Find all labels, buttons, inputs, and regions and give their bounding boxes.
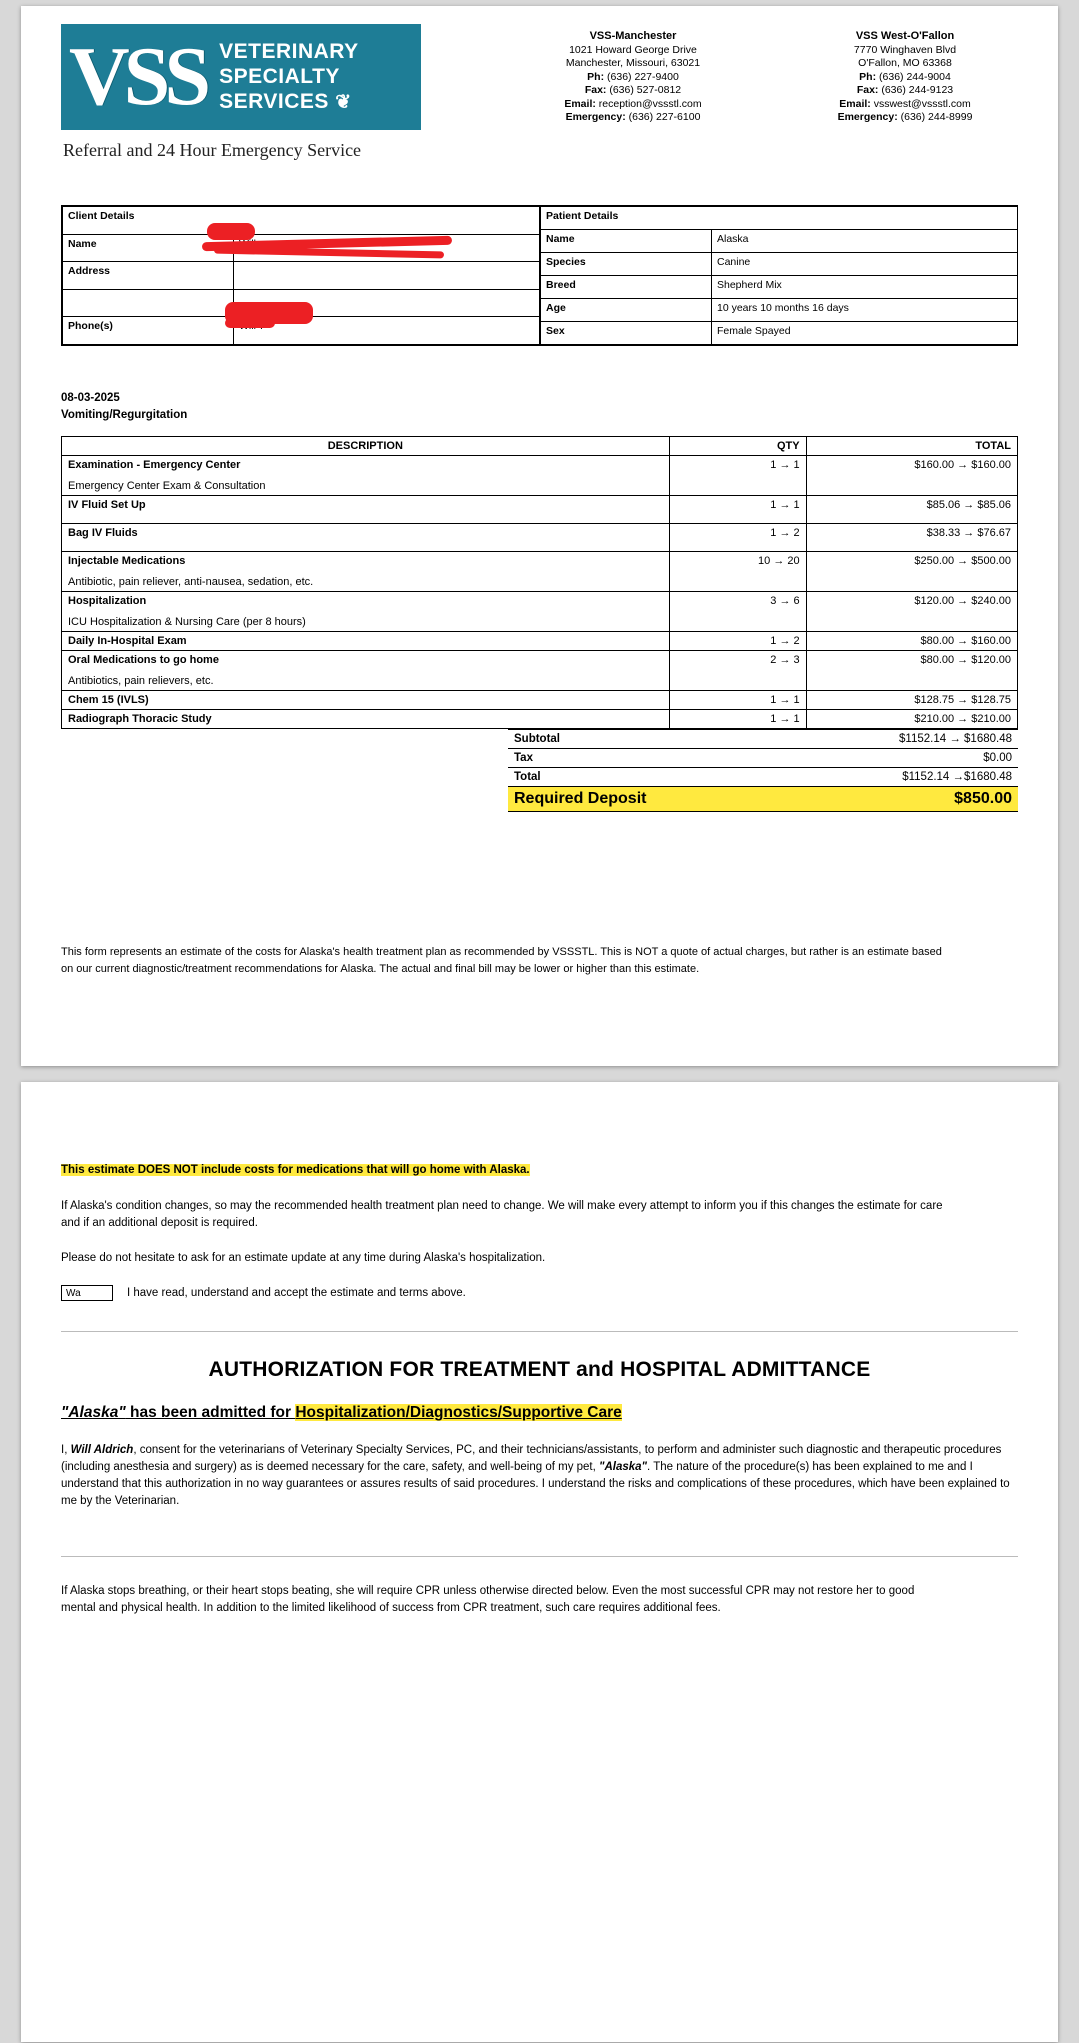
totals-row-deposit <box>508 787 1018 812</box>
location-address-2: Manchester, Missouri, 63021 <box>565 57 701 69</box>
email-value[interactable]: reception@vssstl.com <box>598 97 702 110</box>
consent-end: . The nature of the procedure(s) has been explained to me and I understand that this authorization in no way guarantees or assures results of said procedures. I understand the risks and complications of these procedures, which have been explained to me by the Veterinarian. <box>61 1461 1010 1507</box>
fax-label: Fax: <box>856 84 879 96</box>
redaction-mark-phone-2 <box>225 318 275 328</box>
email-label: Email: <box>564 97 596 110</box>
table-row <box>62 710 1018 729</box>
item-cell <box>62 710 670 729</box>
item-detail: Antibiotics, pain relievers, etc. <box>68 675 214 687</box>
location-name: VSS West-O'Fallon <box>855 30 955 42</box>
item-detail <box>68 511 663 520</box>
table-row <box>62 651 1018 691</box>
item-cell <box>62 552 670 592</box>
divider <box>61 1331 1018 1332</box>
patient-row-value: Shepherd Mix <box>712 276 1018 299</box>
item-qty: 1 → 2 <box>669 524 806 552</box>
location-name: VSS-Manchester <box>589 30 677 42</box>
client-row-label: Name <box>63 234 234 262</box>
item-name: Hospitalization <box>68 595 147 607</box>
location-address-1: 1021 Howard George Drive <box>569 43 697 56</box>
admission-line <box>61 1404 1018 1422</box>
totals-row-total <box>508 768 1018 787</box>
tax-value: $0.00 <box>781 749 1018 768</box>
patient-row-value: Alaska <box>712 230 1018 253</box>
consent-middle: , consent for the veterinarians of Veterinary Specialty Services, PC, and their technicians/assistants, to perform and administer such diagnostic and therapeutic procedures (including anesthesia and surgery) as is deemed necessary for the care, safety, and well-being of my pet, <box>61 1444 1002 1473</box>
emergency-label: Emergency: <box>837 111 898 123</box>
item-qty: 1 → 1 <box>669 691 806 710</box>
item-cell <box>62 456 670 496</box>
item-name: Radiograph Thoracic Study <box>68 713 212 725</box>
client-row-label: Address <box>63 262 234 290</box>
emergency-value: (636) 244-8999 <box>900 111 973 123</box>
item-name: Injectable Medications <box>68 555 186 567</box>
redaction-mark-name <box>207 223 255 240</box>
fax-value: (636) 527-0812 <box>609 84 682 96</box>
estimate-meta <box>61 390 1018 424</box>
item-cell <box>62 632 670 651</box>
emergency-label: Emergency: <box>565 111 626 123</box>
patient-row-value: 10 years 10 months 16 days <box>712 299 1018 322</box>
item-cell <box>62 691 670 710</box>
client-details-header: Client Details <box>63 207 540 235</box>
consent-client-name: Will Aldrich <box>70 1444 134 1456</box>
estimate-table <box>61 436 1018 729</box>
fax-value: (636) 244-9123 <box>881 84 954 96</box>
item-total: $210.00 → $210.00 <box>806 710 1017 729</box>
medications-notice: This estimate DOES NOT include costs for medications that will go home with Alaska. <box>61 1164 530 1176</box>
logo-word-specialty: SPECIALTY <box>219 65 340 88</box>
phone-value: (636) 244-9004 <box>879 70 951 83</box>
col-description: DESCRIPTION <box>62 437 670 456</box>
consent-start: I, <box>61 1444 71 1456</box>
item-name: IV Fluid Set Up <box>68 499 146 511</box>
condition-change-paragraph: If Alaska's condition changes, so may the recommended health treatment plan need to change. We will make every attempt to inform you if this changes the estimate for care and if an additional deposit is required. <box>61 1200 943 1229</box>
item-qty: 10 → 20 <box>669 552 806 592</box>
table-row <box>62 496 1018 524</box>
fax-label: Fax: <box>584 84 607 96</box>
totals-row-subtotal <box>508 730 1018 749</box>
phone-label: Ph: <box>859 70 877 83</box>
item-name: Oral Medications to go home <box>68 654 219 666</box>
location-manchester <box>540 30 726 125</box>
item-name: Chem 15 (IVLS) <box>68 694 149 706</box>
totals-row-tax <box>508 749 1018 768</box>
totals-table <box>508 729 1018 812</box>
logo-tagline: Referral and 24 Hour Emergency Service <box>63 140 362 160</box>
patient-details-header: Patient Details <box>541 207 1018 230</box>
col-total: TOTAL <box>806 437 1017 456</box>
patient-row-label: Age <box>541 299 712 322</box>
item-qty: 3 → 6 <box>669 592 806 632</box>
table-row <box>62 592 1018 632</box>
item-cell <box>62 496 670 524</box>
item-detail: Antibiotic, pain reliever, anti-nausea, sedation, etc. <box>68 576 314 588</box>
subtotal-label: Subtotal <box>508 730 781 749</box>
admission-middle: has been admitted for <box>125 1404 296 1421</box>
page2-content <box>21 1082 1058 1617</box>
item-name: Examination - Emergency Center <box>68 459 241 471</box>
total-label: Total <box>508 768 781 787</box>
estimate-date: 08-03-2025 <box>61 392 120 404</box>
total-value: $1152.14 →$1680.48 <box>781 768 1018 787</box>
item-total: $80.00 → $120.00 <box>806 651 1017 691</box>
authorization-title: AUTHORIZATION FOR TREATMENT and HOSPITAL ADMITTANCE <box>208 1358 871 1381</box>
table-row <box>62 456 1018 496</box>
consent-paragraph <box>61 1442 1018 1510</box>
logo-teal-box <box>61 24 421 130</box>
patient-row-value: Canine <box>712 253 1018 276</box>
item-total: $160.00 → $160.00 <box>806 456 1017 496</box>
item-total: $120.00 → $240.00 <box>806 592 1017 632</box>
item-detail <box>68 539 663 548</box>
phone-label: Ph: <box>587 70 605 83</box>
item-total: $128.75 → $128.75 <box>806 691 1017 710</box>
table-row <box>62 552 1018 592</box>
table-row <box>62 524 1018 552</box>
initials-input[interactable] <box>61 1285 113 1301</box>
logo-word-services: SERVICES <box>219 90 329 113</box>
item-cell <box>62 651 670 691</box>
document-header <box>21 6 1058 161</box>
details-section <box>61 205 1018 346</box>
logo-block <box>61 24 421 161</box>
client-row-label <box>63 289 234 317</box>
patient-row-label: Breed <box>541 276 712 299</box>
email-value[interactable]: vsswest@vssstl.com <box>873 97 971 110</box>
item-qty: 1 → 1 <box>669 456 806 496</box>
subtotal-value: $1152.14 → $1680.48 <box>781 730 1018 749</box>
admission-services: Hospitalization/Diagnostics/Supportive Care <box>295 1404 622 1421</box>
item-total: $80.00 → $160.00 <box>806 632 1017 651</box>
consent-pet-name: "Alaska" <box>599 1461 648 1473</box>
table-row <box>62 632 1018 651</box>
document-page-2 <box>21 1082 1058 2042</box>
document-page-1 <box>21 6 1058 1066</box>
item-qty: 1 → 1 <box>669 496 806 524</box>
email-label: Email: <box>839 97 871 110</box>
client-details-table <box>62 206 540 345</box>
estimate-update-paragraph: Please do not hesitate to ask for an estimate update at any time during Alaska's hospitalization. <box>61 1252 546 1264</box>
location-address-1: 7770 Winghaven Blvd <box>853 43 957 56</box>
location-ofallon <box>812 30 998 125</box>
item-total: $38.33 → $76.67 <box>806 524 1017 552</box>
estimate-header-row <box>62 437 1018 456</box>
patient-row-value: Female Spayed <box>712 322 1018 345</box>
tax-label: Tax <box>508 749 781 768</box>
item-qty: 1 → 2 <box>669 632 806 651</box>
vss-monogram: VSS <box>69 30 206 123</box>
patient-row-label: Species <box>541 253 712 276</box>
item-detail: Emergency Center Exam & Consultation <box>68 480 266 492</box>
table-row <box>62 691 1018 710</box>
client-row-value <box>234 262 540 290</box>
estimate-disclaimer: This form represents an estimate of the costs for Alaska's health treatment plan as recommended by VSSSTL. This is NOT a quote of actual charges, but rather is an estimate based on our current diagnostic/treatment recommendations for Alaska. The actual and final bill may be lower or higher than this estimate. <box>61 946 942 975</box>
deposit-label: Required Deposit <box>508 787 781 812</box>
patient-details-table <box>540 206 1018 345</box>
acceptance-row <box>61 1285 1018 1301</box>
paw-icon: ❦ <box>335 92 352 113</box>
logo-wordmark <box>219 39 359 115</box>
emergency-value: (636) 227-6100 <box>628 111 701 123</box>
item-qty: 1 → 1 <box>669 710 806 729</box>
item-cell <box>62 524 670 552</box>
item-total: $85.06 → $85.06 <box>806 496 1017 524</box>
cpr-paragraph: If Alaska stops breathing, or their heart stops beating, she will require CPR unless otherwise directed below. Even the most successful CPR may not restore her to good mental and physical health. In addition to the limited likelihood of success from CPR treatment, such care requires additional fees. <box>61 1585 915 1614</box>
col-qty: QTY <box>669 437 806 456</box>
patient-row-label: Sex <box>541 322 712 345</box>
locations-contacts <box>421 24 1018 125</box>
acceptance-label: I have read, understand and accept the estimate and terms above. <box>127 1287 466 1299</box>
patient-row-label: Name <box>541 230 712 253</box>
divider-2 <box>61 1556 1018 1557</box>
client-row-label: Phone(s) <box>63 317 234 345</box>
item-qty: 2 → 3 <box>669 651 806 691</box>
item-detail: ICU Hospitalization & Nursing Care (per 8 hours) <box>68 616 306 628</box>
item-cell <box>62 592 670 632</box>
admission-pet-name: "Alaska" <box>61 1404 126 1421</box>
estimate-reason: Vomiting/Regurgitation <box>61 409 188 421</box>
item-name: Daily In-Hospital Exam <box>68 635 187 647</box>
item-name: Bag IV Fluids <box>68 527 138 539</box>
item-total: $250.00 → $500.00 <box>806 552 1017 592</box>
logo-word-veterinary: VETERINARY <box>219 40 359 63</box>
deposit-value: $850.00 <box>781 787 1018 812</box>
phone-value: (636) 227-9400 <box>607 70 679 83</box>
location-address-2: O'Fallon, MO 63368 <box>858 57 952 69</box>
